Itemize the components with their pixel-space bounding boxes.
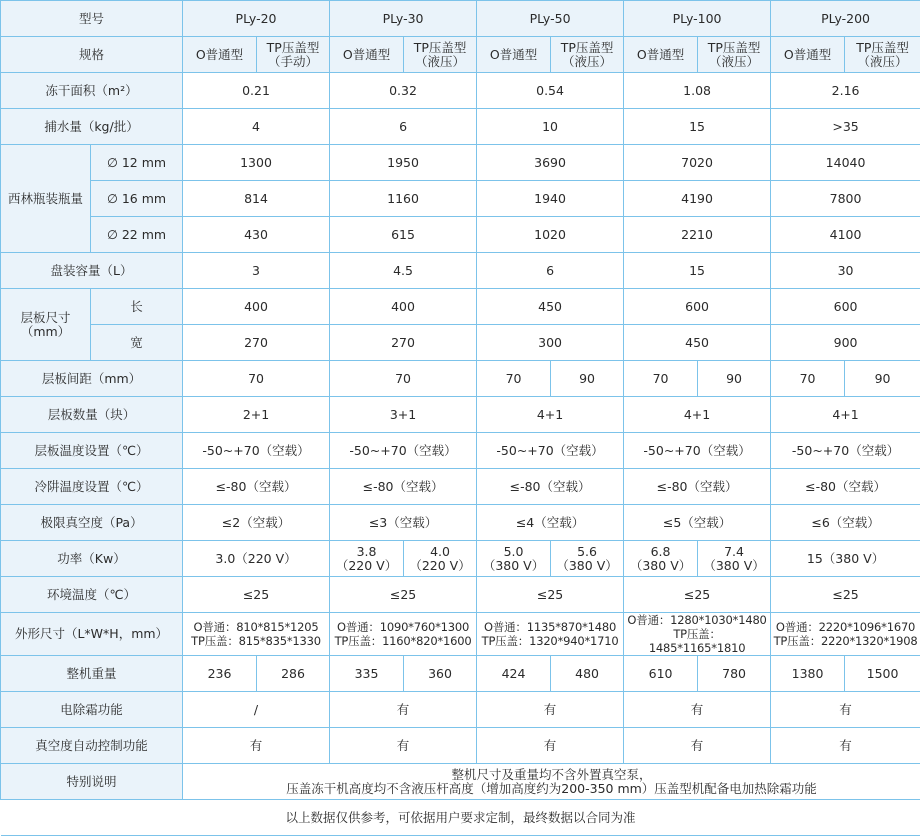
dimensions-value: O普通：810*815*1205 TP压盖：815*835*1330 (183, 613, 330, 656)
weight-value: 335 (330, 656, 404, 692)
tray-value: 30 (771, 253, 920, 289)
weight-value: 1500 (845, 656, 920, 692)
model-ply-20: PLy-20 (183, 1, 330, 37)
ambient-value: ≤25 (477, 577, 624, 613)
shelf-count-label: 层板数量（块） (1, 397, 183, 433)
shelf-temp-value: -50~+70（空载） (330, 433, 477, 469)
trap-temp-row (1, 469, 920, 505)
spec-type-cell: O普通型 (183, 37, 257, 73)
dimensions-label: 外形尺寸（L*W*H，mm） (1, 613, 183, 656)
power-value: 6.8 （380 V） (624, 541, 698, 577)
shelf-length: 600 (624, 289, 771, 325)
spec-type-row (1, 37, 920, 73)
vial-count: 7020 (624, 145, 771, 181)
footer-row (1, 800, 920, 836)
spec-type-cell: O普通型 (771, 37, 845, 73)
tray-value: 3 (183, 253, 330, 289)
area-label: 冻干面积（m²） (1, 73, 183, 109)
dimensions-value: O普通：1135*870*1480 TP压盖：1320*940*1710 (477, 613, 624, 656)
power-value: 5.0 （380 V） (477, 541, 551, 577)
spec-type-cell: TP压盖型 （液压） (698, 37, 771, 73)
model-ply-30: PLy-30 (330, 1, 477, 37)
defrost-value: 有 (330, 692, 477, 728)
water-value: 6 (330, 109, 477, 145)
vials-row-22 (1, 217, 920, 253)
vials-row-12 (1, 145, 920, 181)
shelf-width: 900 (771, 325, 920, 361)
trap-temp-value: ≤-80（空载） (771, 469, 920, 505)
notes-row (1, 764, 920, 800)
area-value: 0.32 (330, 73, 477, 109)
tray-value: 15 (624, 253, 771, 289)
shelf-spacing-row (1, 361, 920, 397)
water-label: 捕水量（kg/批） (1, 109, 183, 145)
spec-type-cell: O普通型 (477, 37, 551, 73)
defrost-value: / (183, 692, 330, 728)
shelf-spacing-value: 70 (330, 361, 477, 397)
shelf-spacing-value: 70 (183, 361, 330, 397)
vacuum-control-value: 有 (771, 728, 920, 764)
notes-text: 整机尺寸及重量均不含外置真空泵， 压盖冻干机高度均不含液压杆高度（增加高度约为200-350 mm）压盖型机配备电加热除霜功能 (183, 764, 920, 800)
shelf-length: 400 (330, 289, 477, 325)
vacuum-value: ≤6（空载） (771, 505, 920, 541)
shelf-spacing-value: 90 (551, 361, 624, 397)
shelf-length: 400 (183, 289, 330, 325)
weight-label: 整机重量 (1, 656, 183, 692)
vacuum-control-row (1, 728, 920, 764)
shelf-width: 450 (624, 325, 771, 361)
shelf-count-value: 4+1 (771, 397, 920, 433)
vial-size: ∅ 16 mm (91, 181, 183, 217)
tray-label: 盘装容量（L） (1, 253, 183, 289)
vial-count: 2210 (624, 217, 771, 253)
vacuum-value: ≤3（空载） (330, 505, 477, 541)
trap-temp-label: 冷阱温度设置（℃） (1, 469, 183, 505)
dimensions-value: O普通：2220*1096*1670 TP压盖：2220*1320*1908 (771, 613, 920, 656)
shelf-temp-label: 层板温度设置（℃） (1, 433, 183, 469)
tray-value: 4.5 (330, 253, 477, 289)
shelf-spacing-label: 层板间距（mm） (1, 361, 183, 397)
notes-label: 特别说明 (1, 764, 183, 800)
shelf-width: 270 (183, 325, 330, 361)
power-row (1, 541, 920, 577)
defrost-row (1, 692, 920, 728)
weight-row (1, 656, 920, 692)
shelf-temp-value: -50~+70（空载） (624, 433, 771, 469)
vial-count: 615 (330, 217, 477, 253)
ambient-row (1, 577, 920, 613)
vials-label: 西林瓶装瓶量 (1, 145, 91, 253)
trap-temp-value: ≤-80（空载） (183, 469, 330, 505)
shelf-spacing-value: 90 (845, 361, 920, 397)
vial-count: 3690 (477, 145, 624, 181)
shelf-spacing-value: 70 (624, 361, 698, 397)
model-row (1, 1, 920, 37)
shelf-count-value: 2+1 (183, 397, 330, 433)
shelf-length: 450 (477, 289, 624, 325)
shelf-length-row (1, 289, 920, 325)
trap-temp-value: ≤-80（空载） (330, 469, 477, 505)
spec-type-cell: TP压盖型 （手动） (257, 37, 330, 73)
ambient-label: 环境温度（℃） (1, 577, 183, 613)
weight-value: 236 (183, 656, 257, 692)
ambient-value: ≤25 (771, 577, 920, 613)
power-value: 4.0 （220 V） (404, 541, 477, 577)
tray-value: 6 (477, 253, 624, 289)
vial-size: ∅ 12 mm (91, 145, 183, 181)
power-label: 功率（Kw） (1, 541, 183, 577)
water-value: >35 (771, 109, 920, 145)
vacuum-control-label: 真空度自动控制功能 (1, 728, 183, 764)
spec-type-cell: TP压盖型 （液压） (845, 37, 920, 73)
vacuum-value: ≤4（空载） (477, 505, 624, 541)
area-row (1, 73, 920, 109)
ambient-value: ≤25 (330, 577, 477, 613)
vacuum-row (1, 505, 920, 541)
defrost-value: 有 (771, 692, 920, 728)
shelf-sub-label: 宽 (91, 325, 183, 361)
water-row (1, 109, 920, 145)
vial-count: 7800 (771, 181, 920, 217)
area-value: 1.08 (624, 73, 771, 109)
model-label: 型号 (1, 1, 183, 37)
vial-count: 1300 (183, 145, 330, 181)
vial-count: 814 (183, 181, 330, 217)
spec-type-cell: TP压盖型 （液压） (551, 37, 624, 73)
shelf-width: 300 (477, 325, 624, 361)
shelf-length: 600 (771, 289, 920, 325)
ambient-value: ≤25 (183, 577, 330, 613)
shelf-count-row (1, 397, 920, 433)
power-value: 5.6 （380 V） (551, 541, 624, 577)
shelf-size-label: 层板尺寸 （mm） (1, 289, 91, 361)
area-value: 2.16 (771, 73, 920, 109)
dimensions-row (1, 613, 920, 656)
area-value: 0.54 (477, 73, 624, 109)
spec-type-cell: O普通型 (624, 37, 698, 73)
vacuum-control-value: 有 (183, 728, 330, 764)
water-value: 10 (477, 109, 624, 145)
power-value: 15（380 V） (771, 541, 920, 577)
vacuum-control-value: 有 (330, 728, 477, 764)
shelf-temp-value: -50~+70（空载） (477, 433, 624, 469)
vacuum-control-value: 有 (477, 728, 624, 764)
weight-value: 610 (624, 656, 698, 692)
weight-value: 480 (551, 656, 624, 692)
shelf-spacing-value: 90 (698, 361, 771, 397)
ambient-value: ≤25 (624, 577, 771, 613)
power-value: 3.8 （220 V） (330, 541, 404, 577)
tray-row (1, 253, 920, 289)
vial-count: 4190 (624, 181, 771, 217)
shelf-temp-value: -50~+70（空载） (183, 433, 330, 469)
water-value: 4 (183, 109, 330, 145)
defrost-value: 有 (624, 692, 771, 728)
vial-count: 1950 (330, 145, 477, 181)
spec-type-cell: TP压盖型 （液压） (404, 37, 477, 73)
vial-size: ∅ 22 mm (91, 217, 183, 253)
spec-type-cell: O普通型 (330, 37, 404, 73)
power-value: 3.0（220 V） (183, 541, 330, 577)
shelf-count-value: 4+1 (624, 397, 771, 433)
spec-label: 规格 (1, 37, 183, 73)
footer-disclaimer: 以上数据仅供参考，可依据用户要求定制，最终数据以合同为准 (1, 800, 920, 836)
shelf-spacing-value: 70 (477, 361, 551, 397)
shelf-spacing-value: 70 (771, 361, 845, 397)
dimensions-value: O普通：1280*1030*1480 TP压盖：1485*1165*1810 (624, 613, 771, 656)
weight-value: 360 (404, 656, 477, 692)
trap-temp-value: ≤-80（空载） (477, 469, 624, 505)
water-value: 15 (624, 109, 771, 145)
weight-value: 780 (698, 656, 771, 692)
vacuum-value: ≤5（空载） (624, 505, 771, 541)
shelf-count-value: 3+1 (330, 397, 477, 433)
vial-count: 14040 (771, 145, 920, 181)
vial-count: 1940 (477, 181, 624, 217)
vial-count: 430 (183, 217, 330, 253)
shelf-width: 270 (330, 325, 477, 361)
defrost-value: 有 (477, 692, 624, 728)
model-ply-200: PLy-200 (771, 1, 920, 37)
vial-count: 1160 (330, 181, 477, 217)
vials-row-16 (1, 181, 920, 217)
shelf-temp-row (1, 433, 920, 469)
weight-value: 286 (257, 656, 330, 692)
shelf-count-value: 4+1 (477, 397, 624, 433)
defrost-label: 电除霜功能 (1, 692, 183, 728)
weight-value: 424 (477, 656, 551, 692)
model-ply-50: PLy-50 (477, 1, 624, 37)
trap-temp-value: ≤-80（空载） (624, 469, 771, 505)
weight-value: 1380 (771, 656, 845, 692)
shelf-temp-value: -50~+70（空载） (771, 433, 920, 469)
power-value: 7.4 （380 V） (698, 541, 771, 577)
vacuum-value: ≤2（空载） (183, 505, 330, 541)
vacuum-label: 极限真空度（Pa） (1, 505, 183, 541)
shelf-sub-label: 长 (91, 289, 183, 325)
model-ply-100: PLy-100 (624, 1, 771, 37)
shelf-width-row (1, 325, 920, 361)
area-value: 0.21 (183, 73, 330, 109)
vacuum-control-value: 有 (624, 728, 771, 764)
vial-count: 4100 (771, 217, 920, 253)
dimensions-value: O普通：1090*760*1300 TP压盖：1160*820*1600 (330, 613, 477, 656)
vial-count: 1020 (477, 217, 624, 253)
